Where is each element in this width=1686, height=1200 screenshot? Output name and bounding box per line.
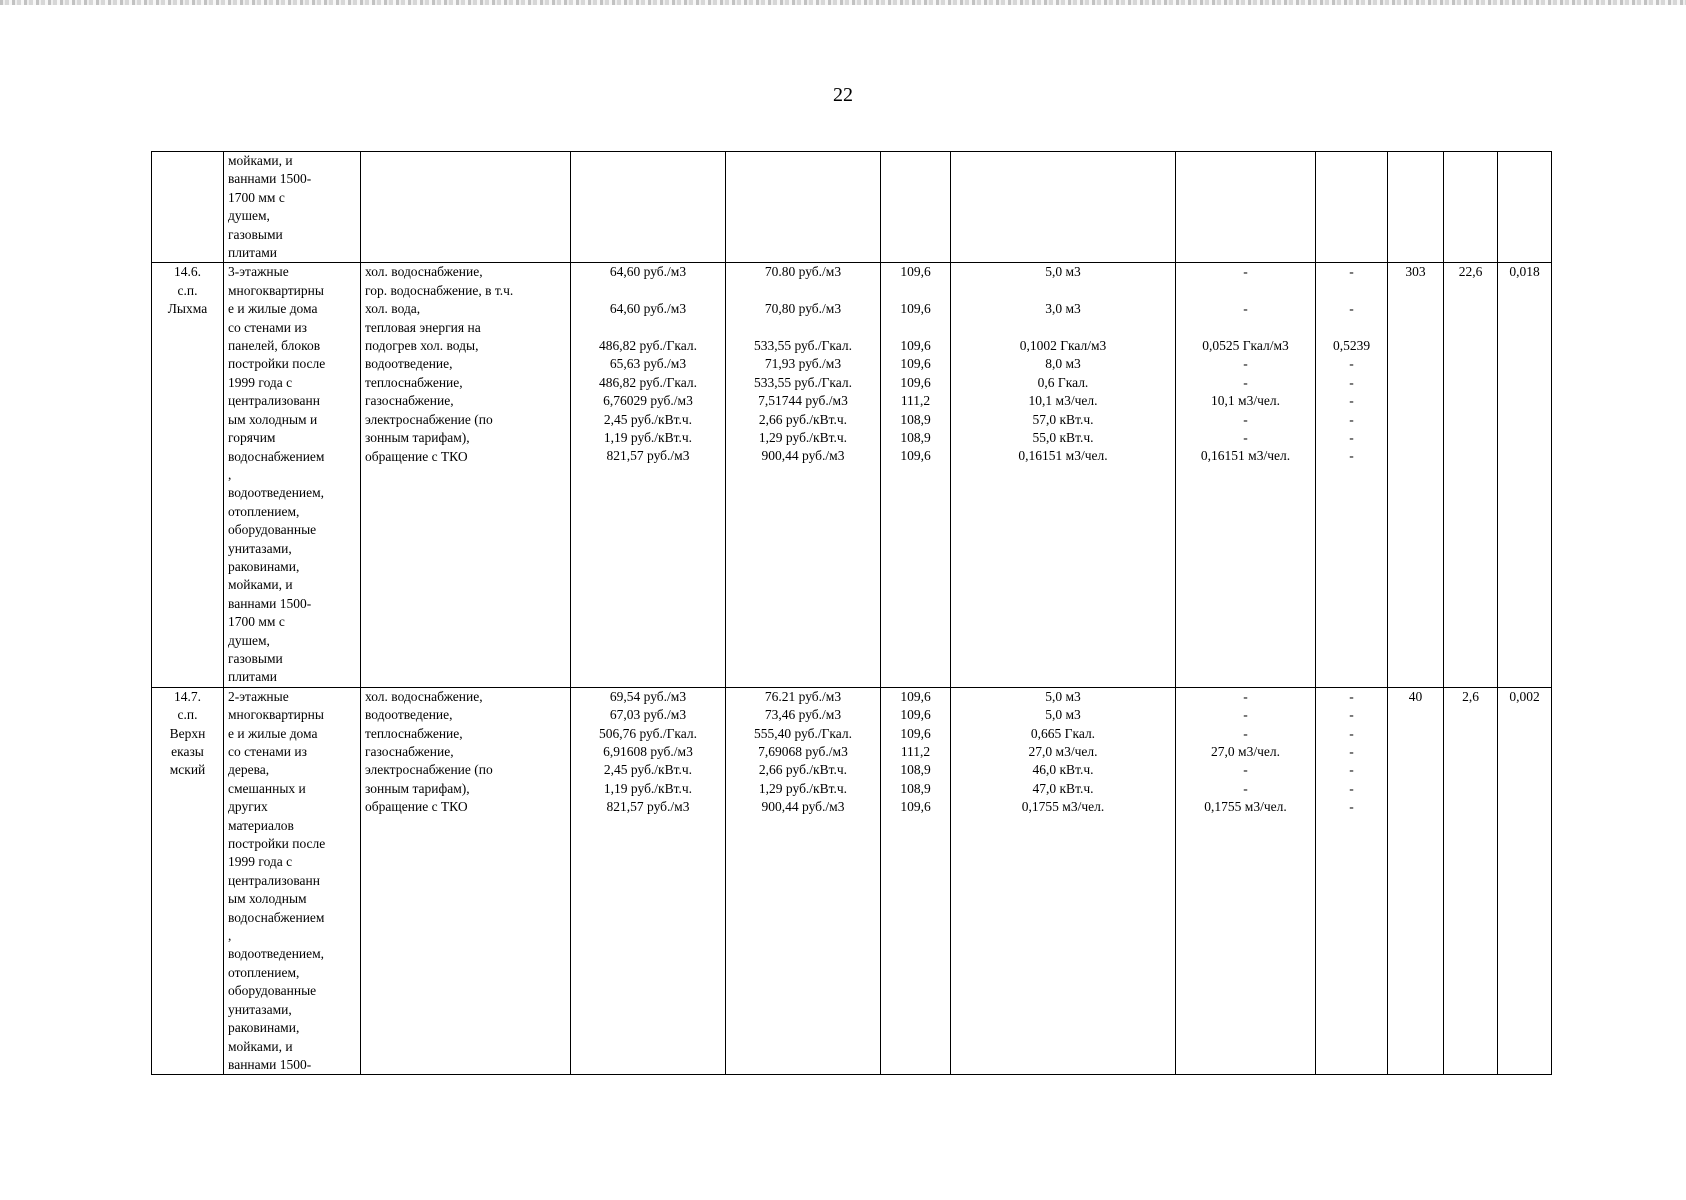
- col-h-cell-line: -: [1349, 744, 1354, 759]
- index-cell: [881, 152, 951, 263]
- services-cell-line: теплоснабжение,: [365, 725, 463, 741]
- tariff-before-cell-line: 486,82 руб./Гкал.: [598, 374, 698, 390]
- index-cell-line: 108,9: [900, 762, 931, 778]
- tariff-before-cell-line: 65,63 руб./м3: [609, 356, 687, 372]
- tariff-after-cell-line: 555,40 руб./Гкал.: [753, 725, 853, 741]
- norm-cell: [951, 152, 1176, 263]
- tariff-before-cell-line: 2,45 руб./кВт.ч.: [603, 762, 693, 778]
- norm-cell-line: 0,6 Гкал.: [1037, 374, 1089, 390]
- col-h-cell-line: -: [1349, 430, 1354, 446]
- col-h-cell-line: -: [1349, 799, 1354, 815]
- services-cell: [361, 687, 571, 1075]
- norm-cell: [951, 687, 1176, 1075]
- count-cell-text: 303: [1405, 264, 1426, 280]
- count-cell: [1388, 687, 1444, 1075]
- col-j-cell: [1444, 687, 1498, 1075]
- tariff-before-cell-line: 6,76029 руб./м3: [603, 393, 693, 409]
- col-h-cell-line: 0,5239: [1332, 338, 1371, 354]
- col-h-cell-line: -: [1349, 356, 1354, 372]
- tariff-before-cell-line: 486,82 руб./Гкал.: [598, 338, 698, 354]
- tariff-after-cell-line: 76.21 руб./м3: [764, 688, 842, 704]
- index-cell-line: [885, 282, 946, 300]
- tariff-before-cell-line: 64,60 руб./м3: [609, 301, 687, 317]
- count-cell-text: 40: [1408, 688, 1423, 704]
- tariff-after-cell-line: 533,55 руб./Гкал.: [753, 338, 853, 354]
- services-cell-line: обращение с ТКО: [365, 799, 468, 815]
- tariff-after-cell-line: 2,66 руб./кВт.ч.: [758, 762, 848, 778]
- table-row: [152, 687, 1552, 1075]
- norm-cell-line: 55,0 кВт.ч.: [1032, 430, 1094, 446]
- tariff-before-cell-line: 67,03 руб./м3: [609, 707, 687, 723]
- col-j-cell: [1444, 152, 1498, 263]
- norm-cell-line: 0,1755 м3/чел.: [1021, 799, 1105, 815]
- row-number-cell-text: 14.6. с.п. Лыхма: [167, 264, 208, 317]
- col-g-cell-line: 27,0 м3/чел.: [1211, 744, 1280, 759]
- col-g-cell-line: -: [1243, 780, 1248, 796]
- scan-edge: [0, 0, 1686, 5]
- tariff-before-cell: [571, 263, 726, 687]
- building-type-cell-text: мойками, и ваннами 1500- 1700 мм с душем, газовыми плитами: [228, 153, 312, 261]
- tariff-before-cell-line: 2,45 руб./кВт.ч.: [603, 411, 693, 427]
- norm-cell-line: [955, 282, 1171, 300]
- index-cell-line: 109,6: [900, 448, 931, 464]
- index-cell-line: [885, 319, 946, 337]
- services-cell-line: электроснабжение (по: [365, 762, 493, 778]
- tariff-after-cell-line: 2,66 руб./кВт.ч.: [758, 411, 848, 427]
- table-row: [152, 152, 1552, 263]
- tariff-before-cell-line: 1,19 руб./кВт.ч.: [603, 780, 693, 796]
- tariff-after-cell-line: 533,55 руб./Гкал.: [753, 374, 853, 390]
- tariff-after-cell: [726, 687, 881, 1075]
- norm-cell-line: 8,0 м3: [1045, 356, 1081, 372]
- services-cell-line: водоотведение,: [365, 707, 453, 723]
- tariff-before-cell-line: 1,19 руб./кВт.ч.: [603, 430, 693, 446]
- col-g-cell-line: -: [1243, 374, 1248, 390]
- index-cell: [881, 687, 951, 1075]
- norm-cell-line: 10,1 м3/чел.: [1028, 393, 1098, 409]
- col-h-cell-line: -: [1349, 301, 1354, 317]
- tariff-before-cell-line: [575, 282, 721, 300]
- index-cell-line: 109,6: [900, 725, 931, 741]
- services-cell-line: обращение с ТКО: [365, 448, 468, 464]
- tariff-after-cell-line: 900,44 руб./м3: [761, 799, 845, 815]
- col-j-cell-text: 22,6: [1458, 264, 1483, 280]
- services-cell-line: тепловая энергия на: [365, 319, 481, 335]
- tariff-after-cell-line: 71,93 руб./м3: [764, 356, 842, 372]
- index-cell-line: 109,6: [900, 799, 931, 815]
- services-cell-line: подогрев хол. воды,: [365, 338, 479, 354]
- tariff-before-cell-line: 69,54 руб./м3: [609, 688, 687, 704]
- services-cell-line: газоснабжение,: [365, 744, 454, 759]
- norm-cell-line: 46,0 кВт.ч.: [1032, 762, 1094, 778]
- col-g-cell-line: -: [1243, 301, 1248, 317]
- col-g-cell-line: 0,1755 м3/чел.: [1204, 799, 1287, 815]
- index-cell-line: 109,6: [900, 688, 931, 704]
- index-cell-line: 109,6: [900, 356, 931, 372]
- tariff-before-cell-line: [575, 319, 721, 337]
- count-cell: [1388, 263, 1444, 687]
- index-cell-line: 109,6: [900, 301, 931, 317]
- tariff-after-cell: [726, 152, 881, 263]
- col-h-cell-line: -: [1349, 411, 1354, 427]
- index-cell-line: 109,6: [900, 264, 931, 280]
- col-g-cell: [1176, 152, 1316, 263]
- norm-cell-line: [955, 319, 1171, 337]
- page-number: 22: [833, 84, 853, 106]
- col-h-cell: [1316, 687, 1388, 1075]
- index-cell-line: 108,9: [900, 430, 931, 446]
- col-h-cell-line: -: [1349, 688, 1354, 704]
- col-g-cell-line: 0,16151 м3/чел.: [1200, 448, 1291, 464]
- tariff-before-cell: [571, 687, 726, 1075]
- col-g-cell: [1176, 263, 1316, 687]
- tariff-after-cell-line: 7,69068 руб./м3: [758, 744, 848, 759]
- tariff-after-cell-line: 1,29 руб./кВт.ч.: [758, 780, 848, 796]
- tariff-before-cell-line: 64,60 руб./м3: [609, 264, 687, 280]
- services-cell-line: электроснабжение (по: [365, 411, 493, 427]
- col-g-cell-line: -: [1243, 411, 1248, 427]
- norm-cell: [951, 263, 1176, 687]
- col-k-cell: [1498, 687, 1552, 1075]
- col-h-cell-line: -: [1349, 264, 1354, 280]
- col-h-cell-line: -: [1349, 448, 1354, 464]
- building-type-cell: [224, 152, 361, 263]
- tariff-after-cell-line: [730, 319, 876, 337]
- col-h-cell: [1316, 152, 1388, 263]
- index-cell-line: 111,2: [900, 744, 931, 759]
- services-cell-line: хол. вода,: [365, 301, 421, 317]
- col-g-cell-line: -: [1243, 725, 1248, 741]
- col-g-cell-line: [1180, 319, 1311, 337]
- tariff-after-cell: [726, 263, 881, 687]
- col-g-cell: [1176, 687, 1316, 1075]
- row-number-cell-text: 14.7. с.п. Верхн еказы мский: [169, 688, 206, 778]
- col-j-cell-text: 2,6: [1462, 688, 1479, 704]
- col-h-cell-line: -: [1349, 374, 1354, 390]
- col-g-cell-line: -: [1243, 762, 1248, 778]
- tariff-after-cell-line: 1,29 руб./кВт.ч.: [758, 430, 848, 446]
- index-cell-line: 109,6: [900, 374, 931, 390]
- col-h-cell-line: -: [1349, 780, 1354, 796]
- col-h-cell-line: -: [1349, 725, 1354, 741]
- tariff-after-cell-line: 73,46 руб./м3: [764, 707, 842, 723]
- index-cell-line: 108,9: [900, 780, 931, 796]
- norm-cell-line: 0,1002 Гкал/м3: [1019, 338, 1107, 354]
- row-number-cell: [152, 152, 224, 263]
- col-h-cell-line: -: [1349, 707, 1354, 723]
- row-number-cell: [152, 687, 224, 1075]
- norm-cell-line: 47,0 кВт.ч.: [1032, 780, 1094, 796]
- services-cell-line: гор. водоснабжение, в т.ч.: [365, 282, 514, 298]
- col-j-cell: [1444, 263, 1498, 687]
- count-cell: [1388, 152, 1444, 263]
- index-cell: [881, 263, 951, 687]
- norm-cell-line: 0,665 Гкал.: [1030, 725, 1096, 741]
- norm-cell-line: 5,0 м3: [1045, 264, 1081, 280]
- index-cell-line: 108,9: [900, 411, 931, 427]
- services-cell-line: водоотведение,: [365, 356, 453, 372]
- services-cell-line: хол. водоснабжение,: [365, 688, 483, 704]
- table-row: [152, 263, 1552, 687]
- col-h-cell-line: [1320, 319, 1383, 337]
- tariff-before-cell-line: 821,57 руб./м3: [606, 448, 690, 464]
- col-k-cell-text: 0,018: [1509, 264, 1540, 280]
- tariff-before-cell: [571, 152, 726, 263]
- services-cell-line: газоснабжение,: [365, 393, 454, 409]
- tariff-before-cell-line: 6,91608 руб./м3: [603, 744, 693, 759]
- norm-cell-line: 0,16151 м3/чел.: [1018, 448, 1108, 464]
- index-cell-line: 109,6: [900, 338, 931, 354]
- table-body: [152, 152, 1552, 1075]
- building-type-cell: [224, 263, 361, 687]
- index-cell-line: 111,2: [900, 393, 931, 409]
- col-g-cell-line: -: [1243, 356, 1248, 372]
- tariff-after-cell-line: 900,44 руб./м3: [761, 448, 845, 464]
- norm-cell-line: 5,0 м3: [1045, 707, 1081, 723]
- index-cell-line: 109,6: [900, 707, 931, 723]
- building-type-cell-text: 3-этажные многоквартирны е и жилые дома со стенами из панелей, блоков постройки после 1999 года с централизованн ым холодным и горячим водоснабжением , водоотведением, отоплением, оборудованные унитазами, раковинами, мойками, и ваннами 1500- 1700 мм с душем, газовыми плитами: [228, 264, 326, 685]
- services-cell: [361, 263, 571, 687]
- building-type-cell-text: 2-этажные многоквартирны е и жилые дома со стенами из дерева, смешанных и других материалов постройки после 1999 года с централизованн ым холодным водоснабжением , водоотведением, отоплением, оборудованные унитазами, раковинами, мойками, и ваннами 1500-: [228, 688, 326, 1072]
- col-h-cell: [1316, 263, 1388, 687]
- col-g-cell-line: 0,0525 Гкал/м3: [1202, 338, 1289, 354]
- tariff-after-cell-line: 70,80 руб./м3: [764, 301, 842, 317]
- col-g-cell-line: -: [1243, 430, 1248, 446]
- col-g-cell-line: 10,1 м3/чел.: [1211, 393, 1280, 409]
- norm-cell-line: 3,0 м3: [1045, 301, 1081, 317]
- col-k-cell: [1498, 152, 1552, 263]
- tariff-after-cell-line: [730, 282, 876, 300]
- norm-cell-line: 27,0 м3/чел.: [1028, 744, 1098, 759]
- row-number-cell: [152, 263, 224, 687]
- services-cell-line: хол. водоснабжение,: [365, 264, 483, 280]
- col-g-cell-line: [1180, 282, 1311, 300]
- norm-cell-line: 5,0 м3: [1045, 688, 1081, 704]
- col-k-cell-text: 0,002: [1509, 688, 1540, 704]
- tariff-after-cell-line: 70.80 руб./м3: [764, 264, 842, 280]
- col-h-cell-line: [1320, 282, 1383, 300]
- services-cell-line: зонным тарифам),: [365, 430, 470, 446]
- col-h-cell-line: -: [1349, 393, 1354, 409]
- services-cell: [361, 152, 571, 263]
- tariff-table: [151, 151, 1552, 1075]
- col-g-cell-line: -: [1243, 264, 1248, 280]
- tariff-after-cell-line: 7,51744 руб./м3: [758, 393, 848, 409]
- services-cell-line: зонным тарифам),: [365, 780, 470, 796]
- col-g-cell-line: -: [1243, 707, 1248, 723]
- building-type-cell: [224, 687, 361, 1075]
- col-g-cell-line: -: [1243, 688, 1248, 704]
- tariff-before-cell-line: 506,76 руб./Гкал.: [598, 725, 698, 741]
- col-k-cell: [1498, 263, 1552, 687]
- services-cell-line: теплоснабжение,: [365, 374, 463, 390]
- col-h-cell-line: -: [1349, 762, 1354, 778]
- tariff-before-cell-line: 821,57 руб./м3: [606, 799, 690, 815]
- norm-cell-line: 57,0 кВт.ч.: [1032, 411, 1094, 427]
